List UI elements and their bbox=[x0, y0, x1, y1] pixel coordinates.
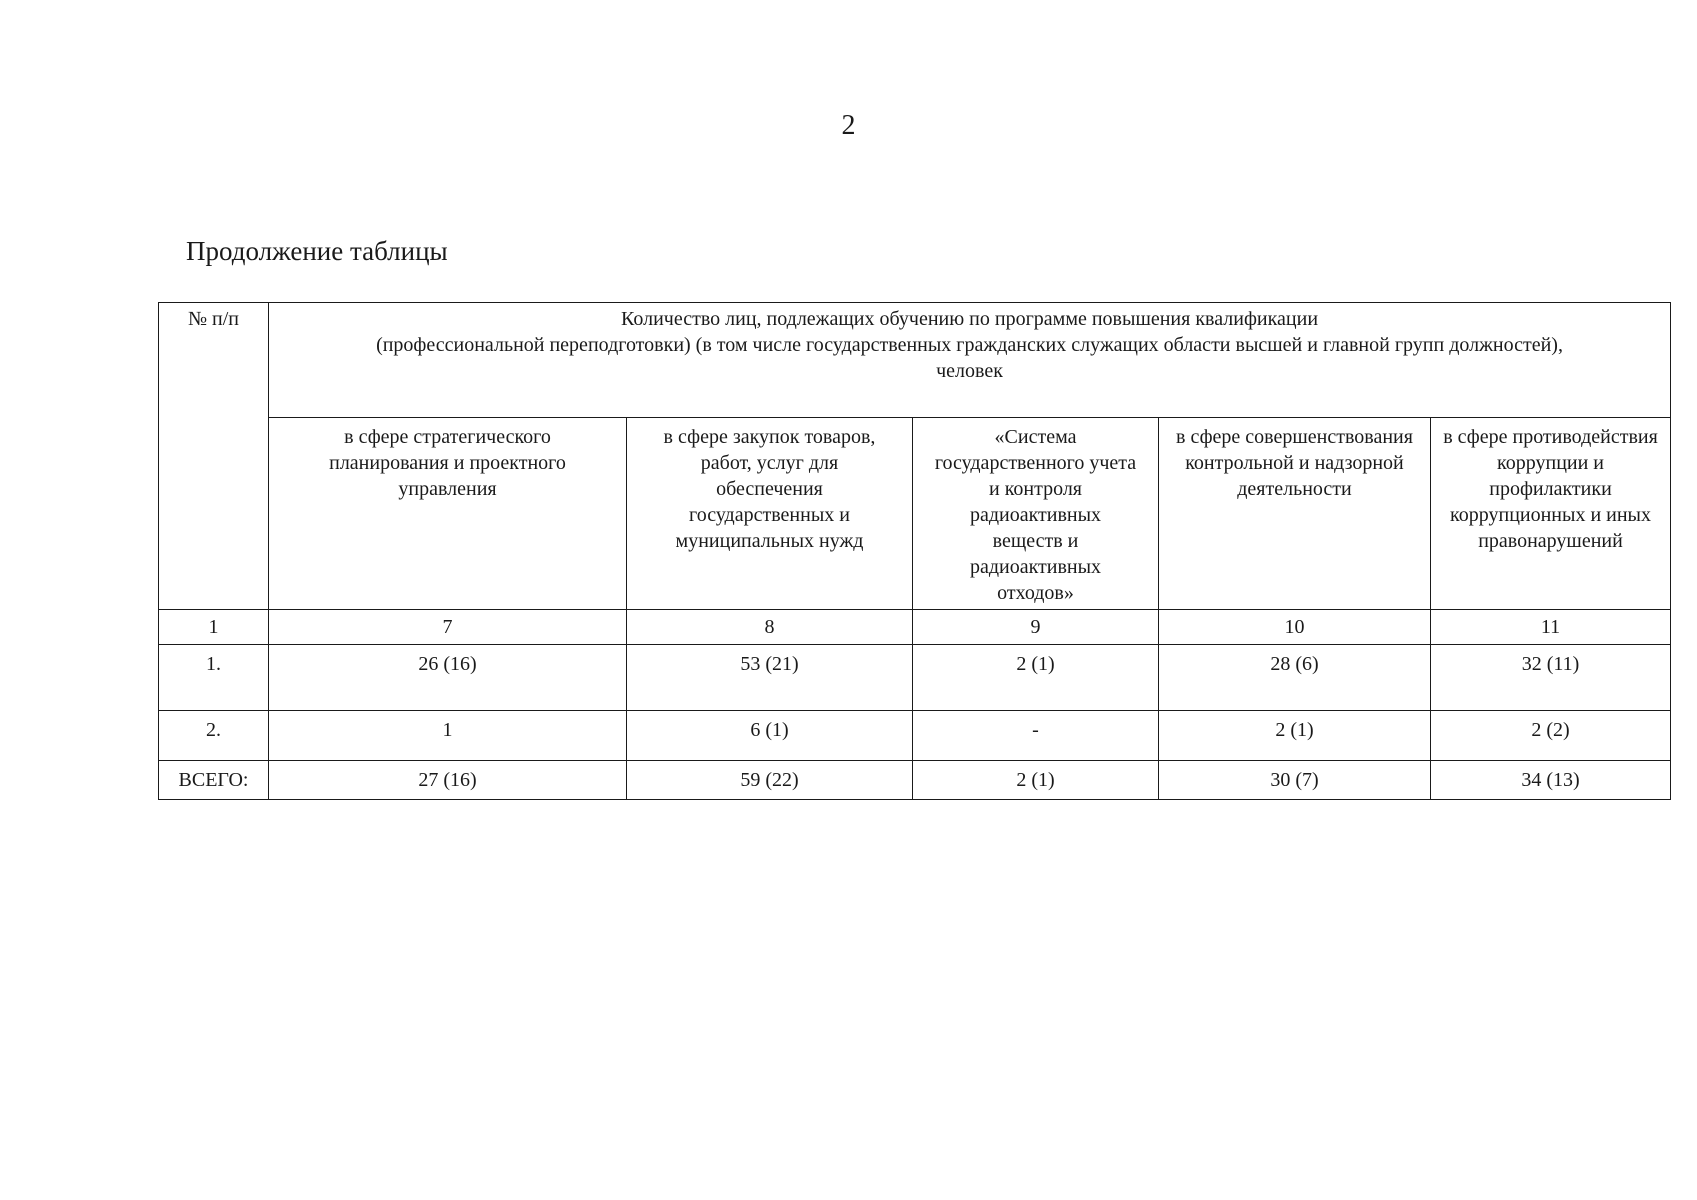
table-cell: 11 bbox=[1431, 610, 1671, 645]
table-cell: 26 (16) bbox=[269, 645, 627, 711]
column-header-strategic-planning bbox=[269, 418, 627, 610]
column-header-line: в сфере противодействия bbox=[1443, 426, 1658, 448]
table-caption: Продолжение таблицы bbox=[186, 236, 448, 266]
table-cell: 1. bbox=[159, 645, 269, 711]
table-cell: 2 (1) bbox=[913, 761, 1159, 800]
column-header-line: управления bbox=[398, 478, 497, 500]
group-header-line: (профессиональной переподготовки) (в том числе государственных гражданских служащих области высшей и главной групп должностей), bbox=[376, 334, 1563, 356]
table-cell: 1 bbox=[159, 610, 269, 645]
table-cell: 28 (6) bbox=[1159, 645, 1431, 711]
column-header-line: радиоактивных bbox=[969, 504, 1102, 526]
column-header-line: в сфере стратегического bbox=[344, 426, 551, 448]
total-label: ВСЕГО: bbox=[159, 761, 269, 800]
column-header-line: и контроля bbox=[988, 478, 1082, 500]
table-cell: 8 bbox=[627, 610, 913, 645]
table-cell: 6 (1) bbox=[627, 711, 913, 761]
num-column-header: № п/п bbox=[159, 303, 269, 610]
table-cell: - bbox=[913, 711, 1159, 761]
column-header-line: «Система bbox=[994, 426, 1077, 448]
table-cell: 2 (2) bbox=[1431, 711, 1671, 761]
group-header bbox=[269, 303, 1671, 418]
table-row bbox=[159, 711, 1671, 761]
table-cell: 9 bbox=[913, 610, 1159, 645]
column-header-line: обеспечения bbox=[716, 478, 823, 500]
table-cell: 27 (16) bbox=[269, 761, 627, 800]
table-row bbox=[159, 645, 1671, 711]
column-header-line: в сфере совершенствования bbox=[1176, 426, 1413, 448]
column-header-line: деятельности bbox=[1237, 478, 1352, 500]
table-cell: 2 (1) bbox=[1159, 711, 1431, 761]
page-number: 2 bbox=[841, 110, 856, 141]
table-cell: 2. bbox=[159, 711, 269, 761]
column-header-line: отходов» bbox=[997, 582, 1074, 604]
table-cell: 7 bbox=[269, 610, 627, 645]
table-header-row bbox=[159, 303, 1671, 418]
column-index-row bbox=[159, 610, 1671, 645]
column-header-line: правонарушений bbox=[1478, 530, 1623, 552]
table-cell: 2 (1) bbox=[913, 645, 1159, 711]
group-header-line: человек bbox=[936, 360, 1003, 382]
table-cell: 34 (13) bbox=[1431, 761, 1671, 800]
column-header-line: муниципальных нужд bbox=[675, 530, 864, 552]
table-cell: 32 (11) bbox=[1431, 645, 1671, 711]
table-cell: 53 (21) bbox=[627, 645, 913, 711]
total-row bbox=[159, 761, 1671, 800]
data-table bbox=[158, 302, 1671, 800]
column-header-line: радиоактивных bbox=[969, 556, 1102, 578]
column-header-radioactive-system bbox=[913, 418, 1159, 610]
group-header-line: Количество лиц, подлежащих обучению по программе повышения квалификации bbox=[621, 308, 1319, 330]
column-header-control-supervision bbox=[1159, 418, 1431, 610]
table-cell: 30 (7) bbox=[1159, 761, 1431, 800]
column-header-line: коррупционных и иных bbox=[1450, 504, 1651, 526]
column-header-line: планирования и проектного bbox=[329, 452, 566, 474]
column-header-procurement bbox=[627, 418, 913, 610]
column-header-row bbox=[159, 418, 1671, 610]
column-header-line: работ, услуг для bbox=[700, 452, 839, 474]
column-header-anti-corruption bbox=[1431, 418, 1671, 610]
column-header-line: коррупции и bbox=[1497, 452, 1604, 474]
column-header-line: государственного учета bbox=[934, 452, 1137, 474]
column-header-line: профилактики bbox=[1489, 478, 1612, 500]
table-cell: 10 bbox=[1159, 610, 1431, 645]
column-header-line: веществ и bbox=[992, 530, 1079, 552]
column-header-line: в сфере закупок товаров, bbox=[663, 426, 876, 448]
table-cell: 59 (22) bbox=[627, 761, 913, 800]
column-header-line: государственных и bbox=[689, 504, 850, 526]
table-cell: 1 bbox=[269, 711, 627, 761]
column-header-line: контрольной и надзорной bbox=[1185, 452, 1404, 474]
